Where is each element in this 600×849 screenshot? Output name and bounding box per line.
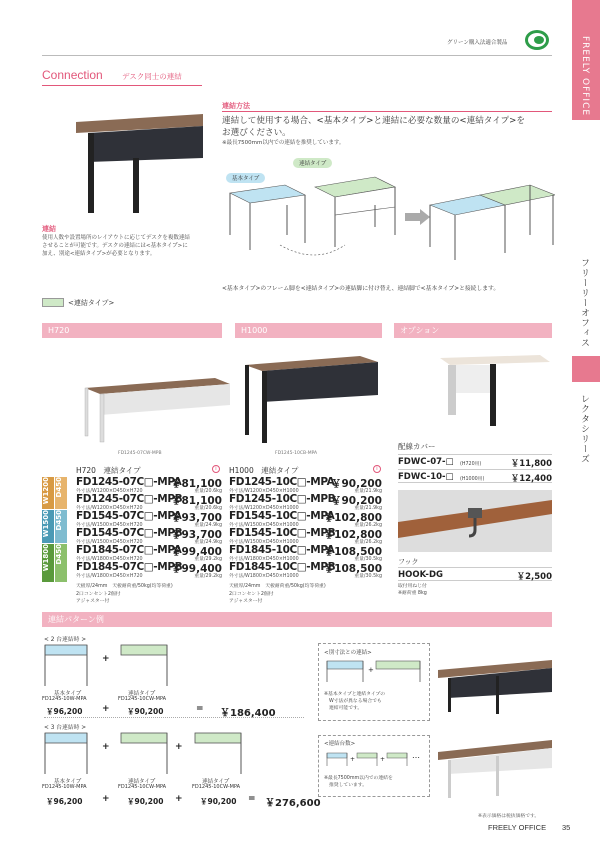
price: ￥81,100 — [170, 495, 222, 507]
dimensions: 外寸法/W1200×D450×H1000 — [229, 506, 299, 511]
hook-note-2: ※耐荷重 8kg — [398, 591, 427, 596]
weight: 重量/30.5kg — [354, 574, 382, 579]
three-connect1-diagram — [120, 732, 168, 776]
h720-note-1: 天板厚/24mm 天板耐荷重/50kg(均等荷重) — [76, 584, 173, 589]
intro-desk-photo — [48, 96, 203, 216]
table-row — [76, 544, 222, 560]
plus-4: + — [175, 742, 183, 752]
green-label: グリーン購入法適合製品 — [447, 40, 508, 46]
three-connect2-diagram — [194, 732, 242, 776]
h1000-note-2: 2口コンセント2個付 — [229, 591, 274, 597]
count-diagram — [326, 752, 426, 768]
two-basic-diagram — [44, 644, 88, 688]
dimensions: 外寸法/W1800×D450×H720 — [76, 574, 143, 579]
model-name: FD1545-10C□-MPB — [229, 527, 336, 539]
dimensions: 外寸法/W1500×D450×H720 — [76, 540, 143, 545]
h720-info-icon: i — [212, 465, 220, 473]
weight: 重量/26.2kg — [354, 540, 382, 545]
model-name: FD1845-10C□-MPB — [229, 561, 336, 573]
weight: 重量/20.6kg — [194, 506, 222, 511]
model-name: FD1545-07C□-MPB — [76, 527, 183, 539]
side-series-marker — [572, 356, 600, 382]
side-bar-brand — [572, 0, 600, 120]
page-title-en: Connection — [42, 68, 103, 82]
weight: 重量/24.9kg — [194, 540, 222, 545]
count-note — [324, 775, 393, 789]
dimensions: 外寸法/W1800×D450×H1000 — [229, 557, 299, 562]
other-note-2: W寸法が異なる場合でも — [329, 699, 382, 704]
price: ￥99,400 — [170, 546, 222, 558]
type-swatch — [42, 298, 64, 307]
method-text — [222, 115, 552, 148]
tab-pattern: 連結パターン例 — [42, 612, 552, 627]
badge-w1500-text: W1500 — [42, 510, 50, 538]
plus-3: + — [102, 742, 110, 752]
count-note-1: ※最長7500mm以内での連結を — [324, 776, 393, 781]
badge-d450-2-text: D450 — [55, 510, 63, 531]
connected-desks-photo — [436, 640, 552, 802]
two-connect-label: 連結タイプ — [128, 691, 156, 697]
three-basic-label: 基本タイプ — [54, 779, 82, 785]
intro-line-3: 加え、別途<連結タイプ>が必要となります。 — [42, 251, 156, 257]
weight: 重量/29.2kg — [194, 557, 222, 562]
model-name: FD1845-07C□-MPA — [76, 544, 182, 556]
method-heading-line — [222, 111, 552, 112]
intro-heading: 連結 — [42, 225, 56, 233]
footer-brand: FREELY OFFICE — [488, 823, 547, 832]
dimensions: 外寸法/W1800×D450×H720 — [76, 557, 143, 562]
green-logo-icon — [525, 30, 549, 50]
method-diagram — [225, 165, 555, 280]
badge-w1200-text: W1200 — [42, 477, 50, 505]
table-row — [76, 510, 222, 526]
price: ￥99,400 — [170, 563, 222, 575]
tab-option: オプション — [394, 323, 552, 338]
three-connect1-price: ￥90,200 — [127, 797, 164, 806]
model-name: FD1545-10C□-MPA — [229, 510, 335, 522]
other-size-note — [324, 691, 385, 712]
badge-w1500 — [42, 510, 54, 543]
side-category: フリーリーオフィス — [579, 258, 589, 348]
plus-6: + — [175, 794, 183, 804]
weight: 重量/29.2kg — [194, 574, 222, 579]
method-caption: <基本タイプ>のフレーム脚を<連結タイプ>の連結脚に付け替え、連結脚で<基本タイプ>と接続します。 — [222, 286, 500, 292]
h1000-info-icon: i — [373, 465, 381, 473]
weight: 重量/26.2kg — [354, 523, 382, 528]
price: ￥108,500 — [323, 546, 382, 558]
equals-2: = — [248, 794, 256, 804]
three-connect1-label: 連結タイプ — [128, 779, 156, 785]
model-name: FD1245-07C□-MPA — [76, 476, 182, 488]
cover-model-2: FDWC-10-□ — [398, 472, 454, 482]
h1000-note-3: アジャスター付 — [229, 599, 263, 604]
price: ￥81,100 — [170, 478, 222, 490]
h720-desk-photo — [80, 370, 230, 445]
two-basic-model: FD1245-10W-MPA — [42, 696, 87, 702]
table-row — [229, 476, 382, 492]
model-name: FD1245-10C□-MPA — [229, 476, 335, 488]
table-row — [76, 493, 222, 509]
weight: 重量/30.5kg — [354, 557, 382, 562]
h1000-note-1: 天板厚/24mm 天板耐荷重/50kg(均等荷重) — [229, 584, 326, 589]
title-underline — [42, 85, 202, 86]
cover-row-2 — [398, 469, 552, 483]
three-connect1-model: FD1245-10CW-MPA — [118, 784, 167, 790]
badge-w1800-text: W1800 — [42, 544, 50, 572]
two-connect-diagram — [120, 644, 168, 688]
h720-title: H720 連結タイプ — [76, 466, 141, 475]
badge-w1200 — [42, 477, 54, 509]
side-series: レクタシリーズ — [579, 394, 589, 464]
method-note: ※最長7500mm以内での連結を推奨しています。 — [222, 140, 345, 146]
table-row — [229, 544, 382, 560]
h1000-title: H1000 連結タイプ — [229, 466, 299, 475]
h720-notes — [76, 583, 173, 606]
h1000-list — [229, 476, 382, 582]
three-total: ￥276,600 — [265, 798, 321, 809]
other-size-title: <別寸法との連結> — [324, 650, 372, 656]
hook-photo — [398, 490, 552, 552]
badge-d450-2 — [55, 510, 67, 543]
plus-2: + — [102, 704, 110, 714]
count-title: <連結台数> — [324, 741, 356, 747]
two-connect-price: ￥90,200 — [127, 707, 164, 716]
intro-line-2: させることが可能です。デスクの連結には<基本タイプ>に — [42, 243, 188, 249]
three-connect2-price: ￥90,200 — [200, 797, 237, 806]
cover-model-1: FDWC-07-□ — [398, 457, 454, 467]
table-row — [76, 527, 222, 543]
page-title-jp: デスク同士の連結 — [122, 72, 182, 81]
type-label: <連結タイプ> — [68, 299, 115, 307]
badge-d450-3 — [55, 544, 67, 582]
cover-price-1: ￥11,800 — [510, 459, 552, 469]
method-line-2: お選びください。 — [222, 128, 291, 138]
footer-page: 35 — [562, 823, 571, 832]
table-row — [229, 493, 382, 509]
count-dots: … — [412, 751, 420, 760]
header-line — [42, 55, 552, 56]
badge-d450-3-text: D450 — [55, 544, 63, 565]
dimensions: 外寸法/W1200×D450×H720 — [76, 489, 143, 494]
three-basic-model: FD1245-10W-MPA — [42, 784, 87, 790]
dimensions: 外寸法/W1200×D450×H1000 — [229, 489, 299, 494]
two-basic-price: ￥96,200 — [46, 707, 83, 716]
hook-row — [398, 567, 552, 581]
model-name: FD1845-07C□-MPB — [76, 561, 183, 573]
hook-model: HOOK-DG — [398, 570, 443, 580]
cover-row-1 — [398, 454, 552, 468]
weight: 重量/24.9kg — [194, 523, 222, 528]
model-name: FD1245-10C□-MPB — [229, 493, 336, 505]
equals-1: = — [196, 704, 204, 714]
svg-text:+: + — [368, 666, 374, 674]
price: ￥93,700 — [170, 512, 222, 524]
three-connect2-label: 連結タイプ — [202, 779, 230, 785]
h720-note-3: アジャスター付 — [76, 599, 110, 604]
h1000-notes — [229, 583, 326, 606]
svg-text:+: + — [350, 756, 356, 763]
model-name: FD1845-10C□-MPA — [229, 544, 335, 556]
h720-photo-caption: FD1245-07CW-MPB — [118, 451, 162, 456]
cover-title: 配線カバー — [398, 442, 436, 451]
hook-note-1: 取付用ねじ付 — [398, 584, 427, 589]
count-note-2: 推奨しています。 — [329, 783, 367, 788]
table-row — [76, 561, 222, 577]
label-basic-type: 基本タイプ — [226, 173, 265, 183]
three-basic-diagram — [44, 732, 88, 776]
weight: 重量/21.9kg — [354, 506, 382, 511]
weight: 重量/21.9kg — [354, 489, 382, 494]
hook-notes — [398, 583, 427, 597]
cover-note-2: (H1000用) — [460, 477, 485, 482]
intro-line-1: 使用人数や設置場所のレイアウトに応じてデスクを複数連結 — [42, 235, 190, 241]
two-unit-title: < 2 台連結時 > — [44, 637, 87, 643]
three-connect2-model: FD1245-10CW-MPA — [192, 784, 241, 790]
two-basic-label: 基本タイプ — [54, 691, 82, 697]
h720-list — [76, 476, 222, 582]
tab-h720: H720 — [42, 323, 222, 338]
three-unit-title: < 3 台連結時 > — [44, 725, 87, 731]
intro-text — [42, 234, 212, 258]
other-note-3: 連結可能です。 — [329, 706, 363, 711]
plus-1: + — [102, 654, 110, 664]
dimensions: 外寸法/W1500×D450×H1000 — [229, 540, 299, 545]
method-heading: 連結方法 — [222, 102, 250, 110]
badge-w1800 — [42, 544, 54, 582]
weight: 重量/20.6kg — [194, 489, 222, 494]
model-name: FD1545-07C□-MPA — [76, 510, 182, 522]
dimensions: 外寸法/W1500×D450×H1000 — [229, 523, 299, 528]
two-total: ￥186,400 — [220, 708, 276, 719]
model-name: FD1245-07C□-MPB — [76, 493, 183, 505]
price: ￥102,800 — [323, 529, 382, 541]
price: ￥93,700 — [170, 529, 222, 541]
hook-title: フック — [398, 558, 419, 566]
table-row — [76, 476, 222, 492]
table-row — [229, 527, 382, 543]
cover-price-2: ￥12,400 — [510, 474, 552, 484]
badge-d450-1 — [55, 477, 67, 509]
dimensions: 外寸法/W1500×D450×H720 — [76, 523, 143, 528]
other-size-diagram — [326, 660, 422, 684]
cover-note-1: (H720用) — [460, 462, 482, 467]
price: ￥90,200 — [330, 495, 382, 507]
price: ￥102,800 — [323, 512, 382, 524]
footer-note: ※表示価格は税抜価格です。 — [478, 814, 540, 819]
label-connect-type: 連結タイプ — [293, 158, 332, 168]
method-line-1: 連結して使用する場合、<基本タイプ>と連結に必要な数量の<連結タイプ>を — [222, 116, 525, 126]
tab-h1000: H1000 — [235, 323, 382, 338]
price: ￥108,500 — [323, 563, 382, 575]
svg-text:+: + — [380, 756, 386, 763]
price: ￥90,200 — [330, 478, 382, 490]
table-row — [229, 561, 382, 577]
wiring-cover-photo — [430, 350, 550, 430]
plus-5: + — [102, 794, 110, 804]
two-divider — [44, 717, 304, 718]
three-basic-price: ￥96,200 — [46, 797, 83, 806]
h1000-desk-photo — [240, 350, 380, 445]
two-connect-model: FD1245-10CW-MPA — [118, 696, 167, 702]
badge-d450-1-text: D450 — [55, 477, 63, 498]
other-note-1: ※基本タイプと連結タイプの — [324, 692, 386, 697]
h1000-photo-caption: FD1245-10CB-MPA — [275, 451, 318, 456]
side-brand-text: FREELY OFFICE — [580, 36, 590, 117]
h720-note-2: 2口コンセント2個付 — [76, 591, 121, 597]
hook-price: ￥2,500 — [516, 572, 552, 582]
dimensions: 外寸法/W1200×D450×H720 — [76, 506, 143, 511]
dimensions: 外寸法/W1800×D450×H1000 — [229, 574, 299, 579]
table-row — [229, 510, 382, 526]
